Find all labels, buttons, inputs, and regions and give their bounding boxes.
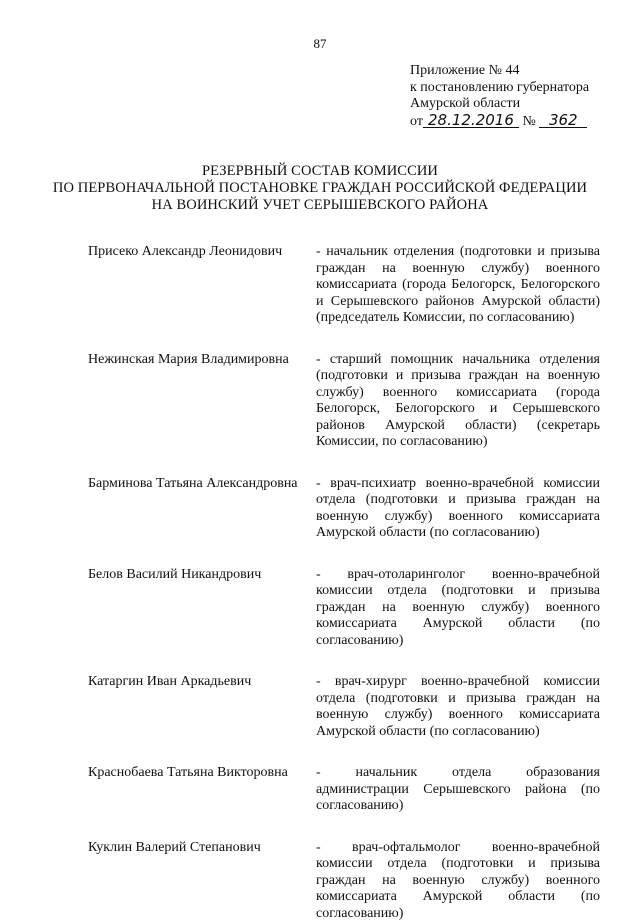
member-row xyxy=(88,476,600,542)
title-line-2: ПО ПЕРВОНАЧАЛЬНОЙ ПОСТАНОВКЕ ГРАЖДАН РОССИЙСКОЙ ФЕДЕРАЦИИ xyxy=(0,180,640,197)
appendix-line-3: Амурской области xyxy=(410,96,620,113)
number-prefix: № xyxy=(522,114,535,129)
document-title xyxy=(0,163,640,214)
member-row xyxy=(88,840,600,922)
page-number: 87 xyxy=(0,36,640,52)
title-line-1: РЕЗЕРВНЫЙ СОСТАВ КОМИССИИ xyxy=(0,163,640,180)
appendix-line-2: к постановлению губернатора xyxy=(410,80,620,97)
member-role: - врач-отоларинголог военно-врачебной комиссии отдела (подготовки и призыва граждан на военную службу) военного комиссариата Амурской области (по согласованию) xyxy=(316,567,600,650)
member-name: Краснобаева Татьяна Викторовна xyxy=(88,765,310,815)
member-row xyxy=(88,765,600,815)
member-row xyxy=(88,244,600,327)
handwritten-date: 28.12.2016 xyxy=(423,113,519,128)
member-role: - врач-офтальмолог военно-врачебной комиссии отдела (подготовки и призыва граждан на военную службу) военного комиссариата Амурской области (по согласованию) xyxy=(316,840,600,922)
member-role: - старший помощник начальника отделения (подготовки и призыва граждан на военную службу) военного комиссариата (города Белогорск, Белогорского и Серышевского районов Амурской области) (секретарь Комиссии, по согласованию) xyxy=(316,352,600,451)
appendix-line-1: Приложение № 44 xyxy=(410,63,620,80)
member-role: - врач-хирург военно-врачебной комиссии отдела (подготовки и призыва граждан на военную службу) военного комиссариата Амурской области (по согласованию) xyxy=(316,674,600,740)
member-name: Белов Василий Никандрович xyxy=(88,567,310,650)
appendix-block xyxy=(410,63,620,130)
member-role: - начальник отделения (подготовки и призыва граждан на военную службу) военного комиссариата (города Белогорск, Белогорского и Серышевского районов Амурской области) (председатель Комиссии, по согласованию) xyxy=(316,244,600,327)
member-row xyxy=(88,352,600,451)
member-name: Присеко Александр Леонидович xyxy=(88,244,310,327)
handwritten-number: 362 xyxy=(539,113,587,128)
members-list xyxy=(88,244,600,922)
appendix-date-line xyxy=(410,113,620,131)
date-prefix: от xyxy=(410,114,423,129)
member-name: Нежинская Мария Владимировна xyxy=(88,352,310,451)
member-name: Барминова Татьяна Александровна xyxy=(88,476,310,542)
member-role: - начальник отдела образования администрации Серышевского района (по согласованию) xyxy=(316,765,600,815)
member-row xyxy=(88,567,600,650)
member-name: Куклин Валерий Степанович xyxy=(88,840,310,922)
member-name: Катаргин Иван Аркадьевич xyxy=(88,674,310,740)
member-row xyxy=(88,674,600,740)
member-role: - врач-психиатр военно-врачебной комиссии отдела (подготовки и призыва граждан на военную службу) военного комиссариата Амурской области (по согласованию) xyxy=(316,476,600,542)
title-line-3: НА ВОИНСКИЙ УЧЕТ СЕРЫШЕВСКОГО РАЙОНА xyxy=(0,197,640,214)
